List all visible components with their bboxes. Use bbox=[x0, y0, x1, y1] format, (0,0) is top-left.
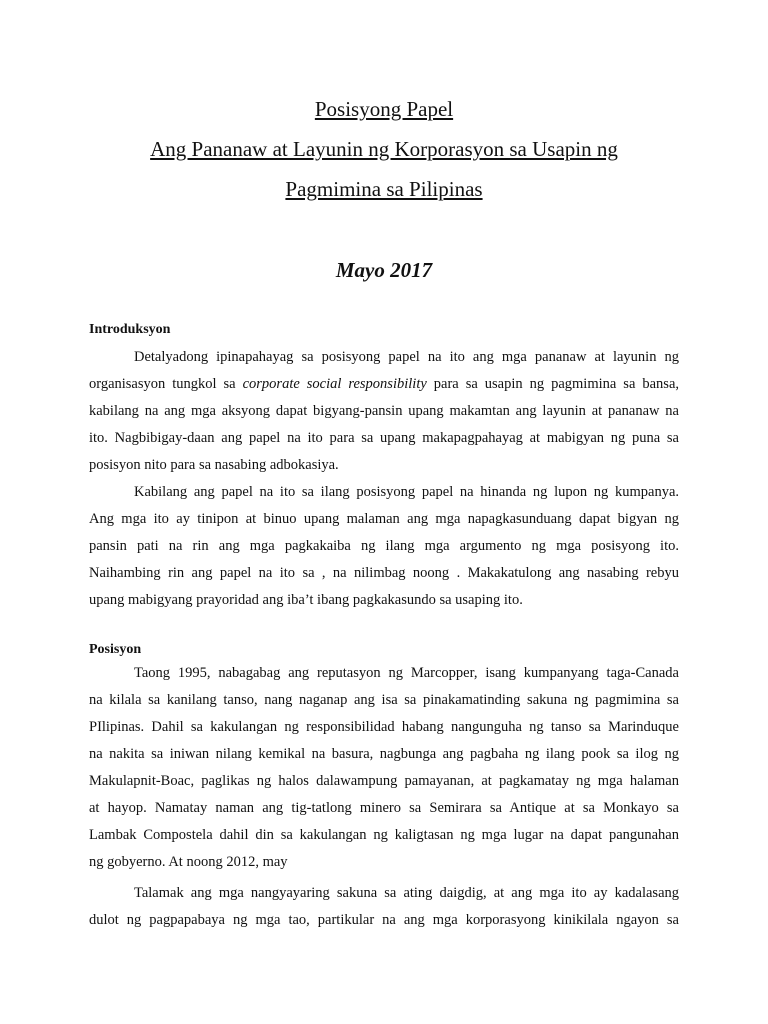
paragraph-line: Ang mga ito ay tinipon at binuo upang malaman ang mga napagkasunduang dapat bigyan ng bbox=[89, 511, 679, 527]
title-line-2: Ang Pananaw at Layunin ng Korporasyon sa Usapin ng bbox=[150, 137, 618, 161]
paragraph-line: Talamak ang mga nangyayaring sakuna sa ating daigdig, at ang mga ito ay kadalasang bbox=[134, 885, 679, 901]
paragraph-line: pansin pati na rin ang mga pagkakaiba ng ilang mga argumento ng mga posisyong ito. bbox=[89, 538, 679, 554]
title-line-3: Pagmimina sa Pilipinas bbox=[285, 177, 483, 201]
paragraph-line: Naihambing rin ang papel na ito sa , na nilimbag noong . Makakatulong ang nasabing rebyu bbox=[89, 565, 679, 581]
paragraph-line: dulot ng pagpapabaya ng mga tao, partikular na ang mga korporasyong kinikilala ngayon sa bbox=[89, 912, 679, 928]
italic-term: corporate social responsibility bbox=[242, 376, 427, 392]
paragraph-line: ng gobyerno. At noong 2012, may bbox=[89, 854, 288, 870]
paragraph-line: PIlipinas. Dahil sa kakulangan ng responsibilidad habang nangunguha ng tanso sa Marinduque bbox=[89, 719, 679, 735]
title-line-1: Posisyong Papel bbox=[314, 97, 454, 121]
paragraph-line-mixed: organisasyon tungkol sa corporate social responsibility para sa usapin ng pagmimina sa bansa, bbox=[89, 376, 680, 392]
paragraph-line: kabilang na ang mga aksyong dapat bigyang-pansin upang makamtan ang layunin at pananaw na bbox=[89, 403, 679, 419]
document-date: Mayo 2017 bbox=[335, 258, 433, 282]
section-heading-introduksyon: Introduksyon bbox=[89, 322, 171, 337]
paragraph-line: Makulapnit-Boac, paglikas ng halos dalawampung pamayanan, at pagkamatay ng mga halaman bbox=[89, 773, 679, 789]
paragraph-line: Detalyadong ipinapahayag sa posisyong papel na ito ang mga pananaw at layunin ng bbox=[134, 349, 679, 365]
section-heading-posisyon: Posisyon bbox=[89, 642, 142, 657]
paragraph-line: upang mabigyang prayoridad ang iba’t ibang pagkakasundo sa usaping ito. bbox=[89, 592, 523, 608]
paragraph-line: at hayop. Namatay naman ang tig-tatlong minero sa Semirara sa Antique at sa Monkayo sa bbox=[89, 800, 679, 816]
paragraph-line: ito. Nagbibigay-daan ang papel na ito para sa upang makapagpahayag at mabigyan ng puna sa bbox=[89, 430, 679, 446]
paragraph-line: Kabilang ang papel na ito sa ilang posisyong papel na hinanda ng lupon ng kumpanya. bbox=[134, 484, 679, 500]
paragraph-line: na kilala sa kanilang tanso, nang naganap ang isa sa pinakamatinding sakuna ng pagmimina sa bbox=[89, 692, 679, 708]
paragraph-line: Lambak Compostela dahil din sa kakulangan ng kaligtasan ng mga lugar na dapat pangunahan bbox=[89, 827, 679, 843]
paragraph-line: posisyon nito para sa nasabing adbokasiya. bbox=[89, 457, 339, 473]
paragraph-line: na nakita sa iniwan nilang kemikal na basura, nagbunga ang pagbaha ng ilang pook sa ilog ng bbox=[89, 746, 679, 762]
paragraph-line: Taong 1995, nabagabag ang reputasyon ng Marcopper, isang kumpanyang taga-Canada bbox=[134, 665, 679, 681]
